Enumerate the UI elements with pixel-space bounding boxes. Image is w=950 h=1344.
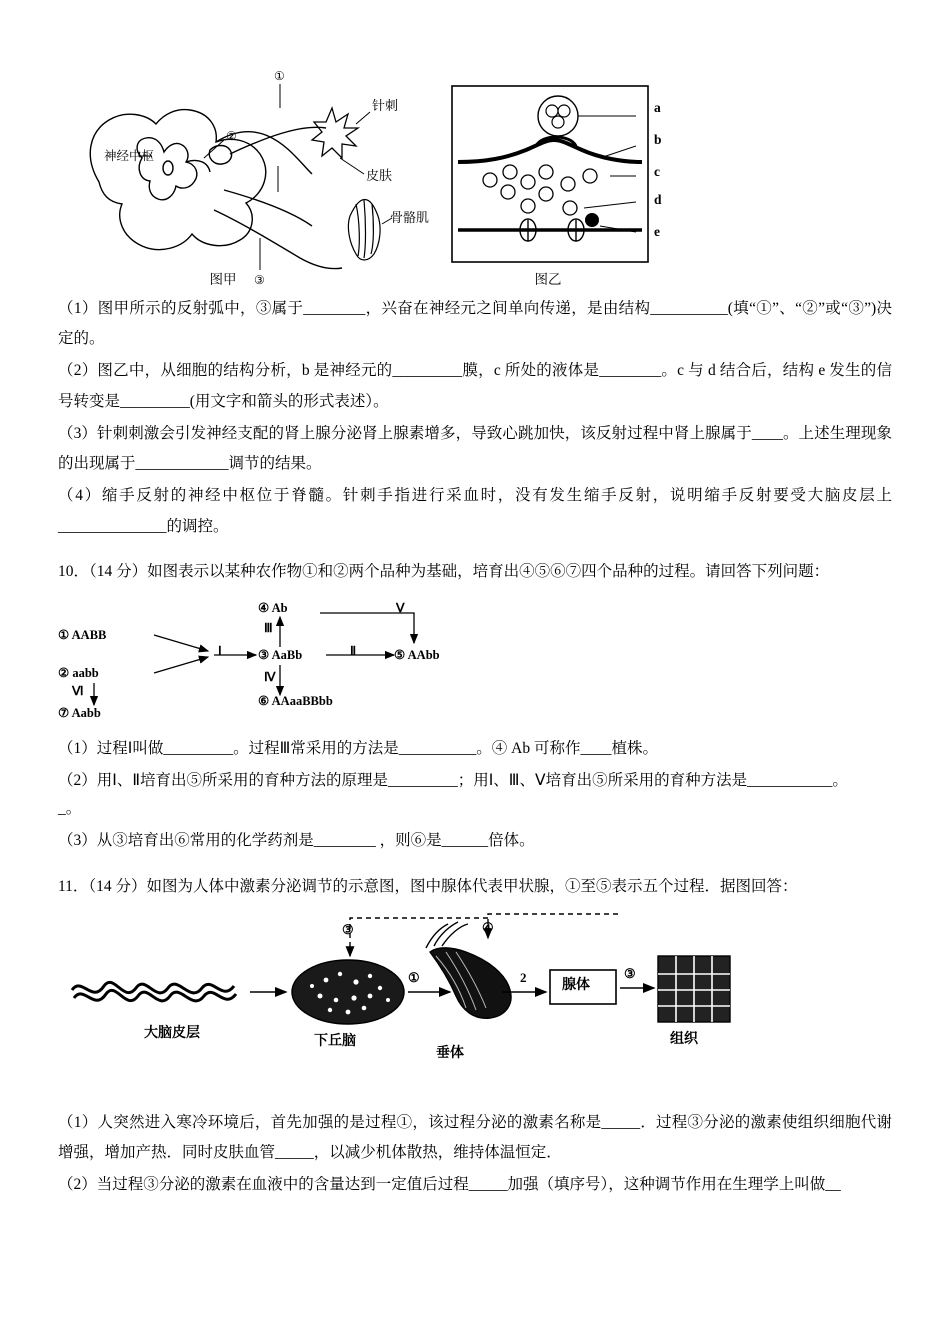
label-process-2: 2 — [520, 969, 527, 985]
breeding-node-7: ⑦ Aabb — [58, 705, 101, 720]
label-c: c — [654, 164, 660, 179]
label-process-1: ① — [408, 969, 420, 985]
q9-part2: （2）图乙中，从细胞的结构分析，b 是神经元的_________膜，c 所处的液体是________。c 与 d 结合后，结构 e 发生的信号转变是_________(用文字和箭头的形式表述）。 — [58, 362, 892, 410]
synapse-drawing — [450, 84, 650, 264]
label-n3: ③ — [254, 273, 265, 287]
breeding-process-III: Ⅲ — [264, 620, 273, 635]
label-a: a — [654, 100, 661, 115]
q10-part2: （2）用Ⅰ、Ⅱ培育出⑤所采用的育种方法的原理是_________；用Ⅰ、Ⅲ、Ⅴ培育出⑤所采用的育种方法是___________。 — [58, 771, 848, 789]
breeding-node-4: ④ Ab — [258, 600, 288, 615]
q9-part4: （4）缩手反射的神经中枢位于脊髓。针刺手指进行采血时，没有发生缩手反射，说明缩手反射要受大脑皮层上______________的调控。 — [58, 487, 892, 535]
breeding-process-II: Ⅱ — [350, 643, 357, 658]
figure-hormone-regulation — [58, 912, 892, 1102]
breeding-process-IV: Ⅳ — [264, 669, 276, 684]
breeding-node-5: ⑤ AAbb — [394, 647, 440, 662]
label-pituitary: 垂体 — [436, 1045, 464, 1061]
label-skin: 皮肤 — [366, 168, 393, 183]
breeding-node-3: ③ AaBb — [258, 647, 303, 662]
label-needle: 针刺 — [372, 98, 399, 113]
q11-part1: （1）人突然进入寒冷环境后，首先加强的是过程①，该过程分泌的激素名称是_____．过程③分泌的激素使组织细胞代谢增强，增加产热．同时皮肤血管_____，以减少机体散热，维持体温恒定． — [58, 1113, 892, 1161]
tissue-icon — [658, 956, 730, 1022]
breeding-process-V: Ⅴ — [396, 600, 405, 615]
label-nerve-center: 神经中枢 — [104, 149, 155, 163]
label-e: e — [654, 224, 660, 239]
figure-reflex-arc-and-synapse — [58, 62, 892, 292]
hormone-diagram-svg — [58, 912, 898, 1102]
q11-stem: 11．（14 分）如图为人体中激素分泌调节的示意图，图中腺体代表甲状腺，①至⑤表示五个过程．据图回答： — [58, 877, 798, 895]
label-process-4: ④ — [482, 919, 494, 935]
label-tissue: 组织 — [670, 1031, 698, 1047]
label-d: d — [654, 192, 662, 207]
q9-part1: （1）图甲所示的反射弧中，③属于________，兴奋在神经元之间单向传递，是由结构__________(填“①”、“②”或“③”)决定的。 — [58, 300, 892, 348]
label-cerebral-cortex: 大脑皮层 — [144, 1025, 200, 1041]
q10-part2-tail: _。 — [58, 800, 82, 818]
label-gland: 腺体 — [562, 977, 590, 993]
breeding-node-1: ① AABB — [58, 627, 107, 642]
q10-part1: （1）过程Ⅰ叫做_________。过程Ⅲ常采用的方法是__________。④ Ab 可称作____植株。 — [58, 739, 658, 757]
breeding-process-VI: Ⅵ — [72, 683, 84, 698]
label-hypothalamus: 下丘脑 — [314, 1033, 356, 1049]
figure-breeding-diagram — [58, 595, 892, 730]
cerebral-cortex-icon — [72, 982, 236, 1000]
label-process-5: ③ — [342, 921, 354, 937]
label-process-3: ③ — [624, 965, 636, 981]
breeding-node-2: ② aabb — [58, 665, 99, 680]
q10-stem: 10．（14 分）如图表示以某种农作物①和②两个品种为基础，培育出④⑤⑥⑦四个品种的过程。请回答下列问题： — [58, 562, 830, 580]
q9-part3: （3）针刺刺激会引发神经支配的肾上腺分泌肾上腺素增多，导致心跳加快，该反射过程中肾上腺属于____。上述生理现象的出现属于____________调节的结果。 — [58, 424, 892, 473]
pituitary-icon — [426, 919, 511, 1018]
label-n1: ① — [274, 69, 285, 83]
q11-part2: （2）当过程③分泌的激素在血液中的含量达到一定值后过程_____加强（填序号），这种调节作用在生理学上叫做__ — [58, 1176, 841, 1194]
figure1-right-caption: 图乙 — [534, 272, 562, 287]
hypothalamus-icon — [292, 960, 404, 1024]
q10-part3: （3）从③培育出⑥常用的化学药剂是________ ，则⑥是______倍体。 — [58, 832, 535, 850]
figure1-left-caption: 图甲 — [209, 272, 237, 287]
label-n2: ② — [226, 129, 237, 143]
label-b: b — [654, 132, 662, 147]
label-skeletal-muscle: 骨骼肌 — [390, 210, 430, 225]
breeding-diagram-svg — [58, 595, 898, 730]
reflex-arc-drawing — [64, 62, 430, 292]
breeding-process-I: Ⅰ — [218, 643, 222, 658]
needle-icon — [312, 108, 358, 158]
breeding-node-6: ⑥ AAaaBBbb — [258, 693, 333, 708]
